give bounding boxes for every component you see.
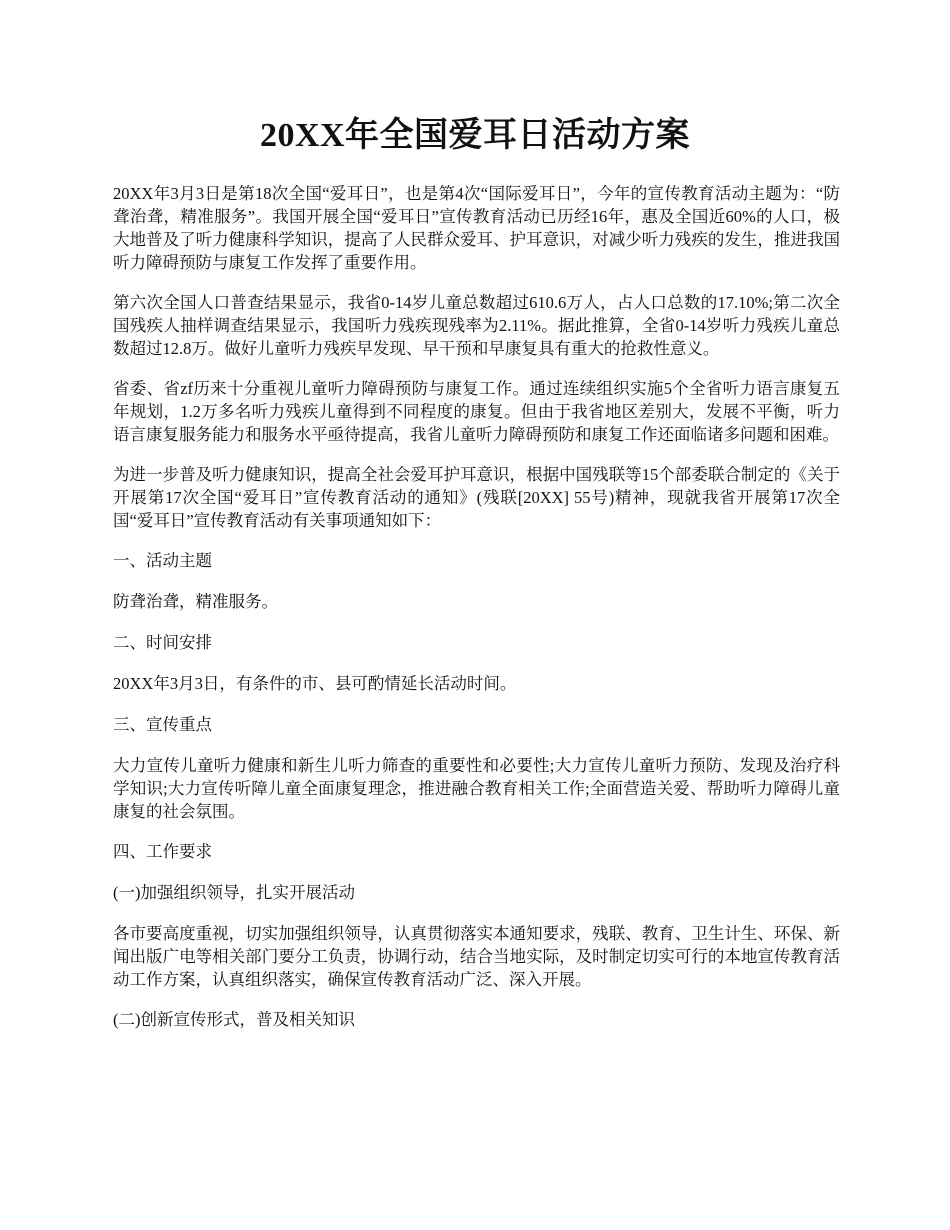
subsection-heading-innovation: (二)创新宣传形式，普及相关知识 <box>113 1010 355 1029</box>
paragraph-leadership: 各市要高度重视，切实加强组织领导，认真贯彻落实本通知要求，残联、教育、卫生计生、环保、新闻出版广电等相关部门要分工负责，协调行动，结合当地实际，及时制定切实可行的本地宣传教育活动工作方案，认真组织落实，确保宣传教育活动广泛、深入开展。 <box>113 924 840 989</box>
document-title: 20XX年全国爱耳日活动方案 <box>259 117 691 154</box>
paragraph-census: 第六次全国人口普查结果显示，我省0-14岁儿童总数超过610.6万人，占人口总数的17.10%;第二次全国残疾人抽样调查结果显示，我国听力残疾现残率为2.11%。据此推算，全省0-14岁听力残疾儿童总数超过12.8万。做好儿童听力残疾早发现、早干预和早康复具有重大的抢救性意义。 <box>113 293 840 358</box>
section-heading-focus: 三、宣传重点 <box>113 715 212 734</box>
paragraph-notice: 为进一步普及听力健康知识，提高全社会爱耳护耳意识，根据中国残联等15个部委联合制定的《关于开展第17次全国“爱耳日”宣传教育活动的通知》(残联[20XX] 55号)精神，现就我省开展第17次全国“爱耳日”宣传教育活动有关事项通知如下： <box>113 465 840 530</box>
paragraph-theme: 防聋治聋，精准服务。 <box>113 592 278 611</box>
paragraph-schedule: 20XX年3月3日，有条件的市、县可酌情延长活动时间。 <box>113 674 517 693</box>
subsection-heading-leadership: (一)加强组织领导，扎实开展活动 <box>113 883 355 902</box>
paragraph-provincial-work: 省委、省zf历来十分重视儿童听力障碍预防与康复工作。通过连续组织实施5个全省听力语言康复五年规划，1.2万多名听力残疾儿童得到不同程度的康复。但由于我省地区差别大，发展不平衡，听力语言康复服务能力和服务水平亟待提高，我省儿童听力障碍预防和康复工作还面临诸多问题和困难。 <box>113 379 840 444</box>
paragraph-focus: 大力宣传儿童听力健康和新生儿听力筛查的重要性和必要性;大力宣传儿童听力预防、发现及治疗科学知识;大力宣传听障儿童全面康复理念，推进融合教育相关工作;全面营造关爱、帮助听力障碍儿童康复的社会氛围。 <box>113 756 840 821</box>
paragraph-intro: 20XX年3月3日是第18次全国“爱耳日”，也是第4次“国际爱耳日”，今年的宣传教育活动主题为：“防聋治聋，精准服务”。我国开展全国“爱耳日”宣传教育活动已历经16年，惠及全国近60%的人口，极大地普及了听力健康科学知识，提高了人民群众爱耳、护耳意识，对减少听力残疾的发生，推进我国听力障碍预防与康复工作发挥了重要作用。 <box>113 184 840 272</box>
section-heading-requirements: 四、工作要求 <box>113 842 212 861</box>
document-body <box>113 182 840 1049</box>
section-heading-schedule: 二、时间安排 <box>113 633 212 652</box>
section-heading-theme: 一、活动主题 <box>113 551 212 570</box>
